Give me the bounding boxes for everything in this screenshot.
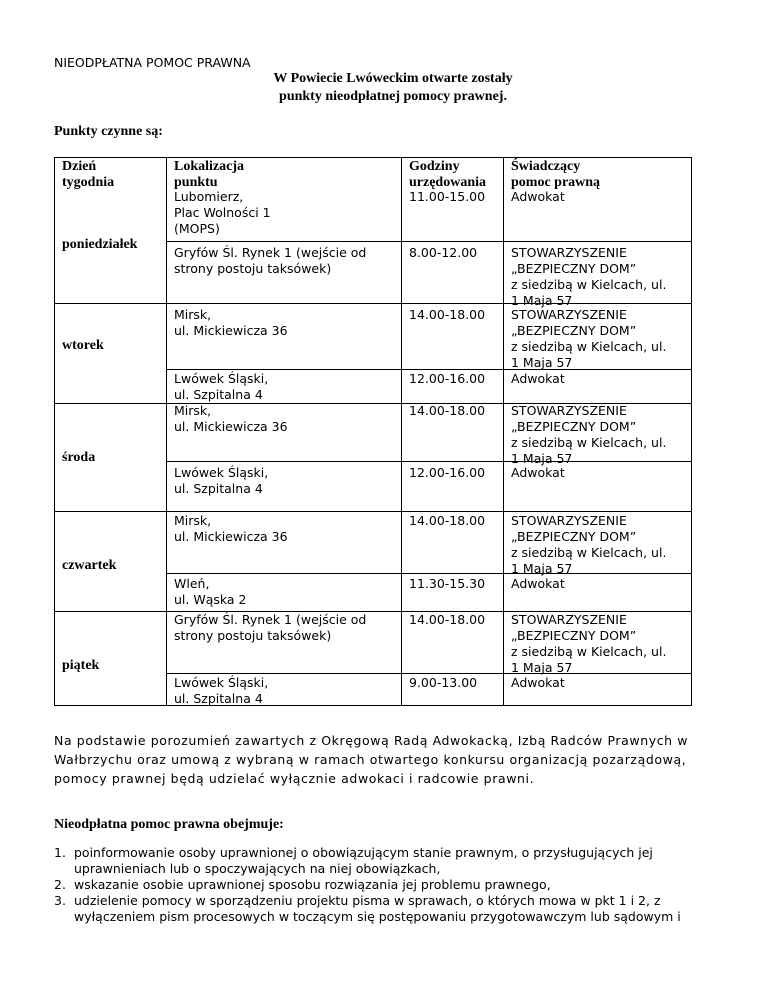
agreement-paragraph: Na podstawie porozumień zawartych z Okręgową Radą Adwokacką, Izbą Radców Prawnych w Wałbrzychu oraz umową z wybraną w ramach otwartego konkursu organizacją pozarządową, pomocy prawnej będą udzielać wyłącznie adwokaci i radcowie prawni. <box>54 733 689 786</box>
table-left-border <box>54 157 55 706</box>
hours-cell: 14.00-18.00 <box>409 307 486 322</box>
provider-cell: STOWARZYSZENIE „BEZPIECZNY DOM” z siedzibą w Kielcach, ul. 1 Maja 57 <box>511 307 667 370</box>
hours-cell: 12.00-16.00 <box>409 371 486 386</box>
provider-cell: Adwokat <box>511 465 565 480</box>
header-location: Lokalizacja punktu <box>174 159 244 190</box>
location-cell: Lubomierz, Plac Wolności 1 (MOPS) <box>174 189 271 236</box>
list-item: 3. udzielenie pomocy w sporządzeniu projektu pisma w sprawach, o których mowa w pkt 1 i 2, z wyłączeniem pism procesowych w toczącym się postępowaniu przygotowawczym lub sądowym i <box>54 893 681 924</box>
day-label: wtorek <box>62 338 104 353</box>
table-col-divider <box>401 157 402 706</box>
header-provider: Świadczący pomoc prawną <box>511 159 601 190</box>
location-cell: Mirsk, ul. Mickiewicza 36 <box>174 513 288 544</box>
scope-list <box>54 845 681 925</box>
hours-cell: 14.00-18.00 <box>409 403 486 418</box>
scope-heading: Nieodpłatna pomoc prawna obejmuje: <box>54 817 284 832</box>
location-cell: Mirsk, ul. Mickiewicza 36 <box>174 403 288 434</box>
table-col-divider <box>166 157 167 706</box>
location-cell: Lwówek Śląski, ul. Szpitalna 4 <box>174 675 269 706</box>
provider-cell: Adwokat <box>511 576 565 591</box>
location-cell: Gryfów Śl. Rynek 1 (wejście od strony postoju taksówek) <box>174 245 367 276</box>
hours-cell: 12.00-16.00 <box>409 465 486 480</box>
points-heading: Punkty czynne są: <box>54 124 163 139</box>
header-hours: Godziny urzędowania <box>409 159 486 190</box>
provider-cell: Adwokat <box>511 189 565 204</box>
day-label: środa <box>62 450 96 465</box>
location-cell: Mirsk, ul. Mickiewicza 36 <box>174 307 288 338</box>
title-line-2: punkty nieodpłatnej pomocy prawnej. <box>279 89 507 104</box>
list-item: 1. poinformowanie osoby uprawnionej o obowiązującym stanie prawnym, o przysługujących jej uprawnieniach lub o spoczywających na niej obowiązkach, <box>54 845 653 876</box>
title-line-1: W Powiecie Lwóweckim otwarte zostały <box>273 71 513 86</box>
hours-cell: 14.00-18.00 <box>409 612 486 627</box>
top-label: NIEODPŁATNA POMOC PRAWNA <box>54 55 251 70</box>
day-label: poniedziałek <box>62 237 138 252</box>
day-label: czwartek <box>62 558 117 573</box>
row-separator <box>166 241 692 242</box>
table-top-border <box>54 157 692 158</box>
header-day: Dzień tygodnia <box>62 159 115 190</box>
location-cell: Lwówek Śląski, ul. Szpitalna 4 <box>174 465 269 496</box>
location-cell: Gryfów Śl. Rynek 1 (wejście od strony postoju taksówek) <box>174 612 367 643</box>
hours-cell: 11.30-15.30 <box>409 576 486 591</box>
day-separator <box>54 511 692 512</box>
hours-cell: 8.00-12.00 <box>409 245 478 260</box>
provider-cell: Adwokat <box>511 371 565 386</box>
provider-cell: STOWARZYSZENIE „BEZPIECZNY DOM” z siedzibą w Kielcach, ul. 1 Maja 57 <box>511 612 667 675</box>
hours-cell: 11.00-15.00 <box>409 189 486 204</box>
day-label: piątek <box>62 658 100 673</box>
list-item: 2. wskazanie osobie uprawnionej sposobu rozwiązania jej problemu prawnego, <box>54 877 551 892</box>
provider-cell: STOWARZYSZENIE „BEZPIECZNY DOM” z siedzibą w Kielcach, ul. 1 Maja 57 <box>511 245 667 308</box>
location-cell: Lwówek Śląski, ul. Szpitalna 4 <box>174 371 269 402</box>
table-col-divider <box>503 157 504 706</box>
table-right-border <box>691 157 692 706</box>
location-cell: Wleń, ul. Wąska 2 <box>174 576 247 607</box>
hours-cell: 9.00-13.00 <box>409 675 478 690</box>
provider-cell: Adwokat <box>511 675 565 690</box>
provider-cell: STOWARZYSZENIE „BEZPIECZNY DOM” z siedzibą w Kielcach, ul. 1 Maja 57 <box>511 403 667 466</box>
provider-cell: STOWARZYSZENIE „BEZPIECZNY DOM” z siedzibą w Kielcach, ul. 1 Maja 57 <box>511 513 667 576</box>
hours-cell: 14.00-18.00 <box>409 513 486 528</box>
table-bottom-border <box>54 705 692 706</box>
